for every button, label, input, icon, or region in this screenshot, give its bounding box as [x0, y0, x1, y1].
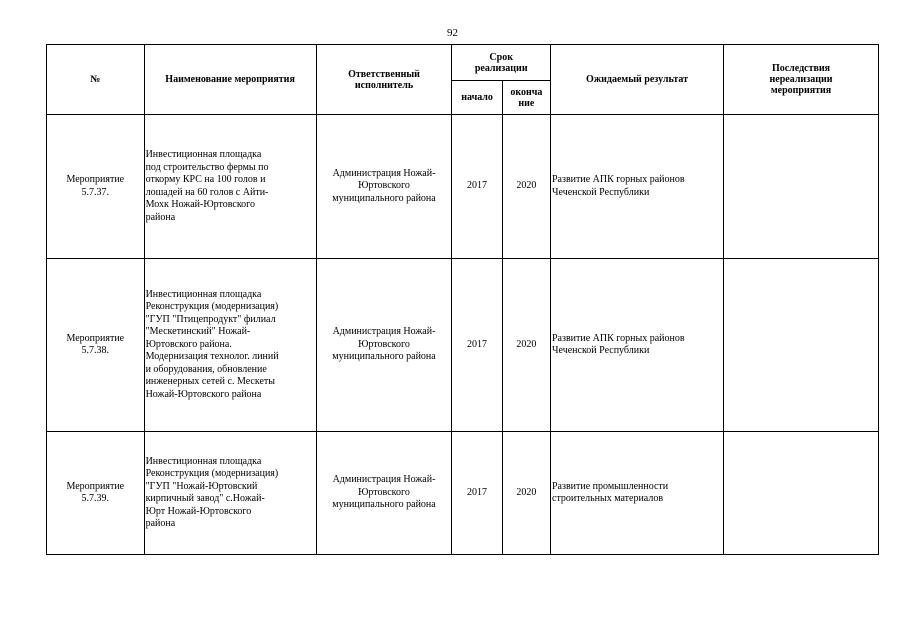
header-responsible [316, 45, 452, 115]
header-consequences-line: Последствия [771, 63, 831, 74]
table-row [47, 432, 879, 555]
measure-number-line: Мероприятие [66, 332, 125, 344]
measure-name-line: лошадей на 60 голов с Айти- [145, 186, 269, 198]
measure-result-line: Чеченской Республики [552, 345, 650, 356]
measure-responsible-line: Юртовского [358, 486, 410, 498]
header-end [502, 81, 550, 115]
measure-responsible-line: муниципального района [332, 499, 436, 511]
measure-start-year: 2017 [452, 259, 502, 432]
measure-name-line: инженерных сетей с. Мескеты [145, 376, 275, 388]
measure-result-line: строительных материалов [552, 493, 664, 504]
header-name-label: Наименование мероприятия [165, 74, 295, 85]
measure-consequences [724, 115, 879, 259]
header-responsible-line: Ответственный [348, 68, 420, 80]
measure-name-line: "ГУП "Птицепродукт" филиал [145, 313, 276, 325]
measure-name-line: Инвестиционная площадка [145, 149, 262, 160]
measure-start-year: 2017 [452, 432, 502, 555]
measure-name-line: района [145, 211, 176, 223]
measure-name [144, 432, 316, 555]
measure-name-line: Модернизация технолог. линий [145, 351, 279, 363]
measure-result [551, 259, 724, 432]
measure-name-line: кирпичный завод" с.Ножай- [145, 493, 265, 504]
measure-responsible-line: муниципального района [332, 351, 436, 363]
measure-name-line: района [145, 518, 176, 529]
measure-number-line: 5.7.37. [81, 186, 110, 198]
measure-name-line: Юрт Ножай-Юртовского [145, 505, 252, 517]
measure-result [551, 115, 724, 259]
measure-number-line: Мероприятие [66, 480, 125, 492]
header-term-line: Срок [489, 51, 513, 63]
measure-responsible [316, 115, 452, 259]
measure-name-line: и оборудования, обновление [145, 363, 267, 375]
measure-end-year: 2020 [502, 259, 550, 432]
header-term-line: реализации [474, 62, 528, 74]
measure-responsible-line: Администрация Ножай- [332, 474, 436, 486]
measure-name-line: Реконструкция (модернизация) [145, 468, 279, 479]
table-row [47, 259, 879, 432]
measure-start-year: 2017 [452, 115, 502, 259]
measure-name-line: "Мескетинский" Ножай- [145, 326, 251, 338]
measure-number [47, 259, 145, 432]
table-header-row [47, 45, 879, 81]
header-term [452, 45, 551, 81]
measure-name-line: "ГУП "Ножай-Юртовский [145, 480, 258, 492]
header-consequences-line: мероприятия [770, 85, 832, 96]
measure-responsible-line: Юртовского [358, 338, 410, 350]
measure-number-line: 5.7.39. [81, 493, 110, 504]
header-end-line: оконча [510, 86, 543, 98]
measure-responsible [316, 432, 452, 555]
measure-name-line: Инвестиционная площадка [145, 455, 262, 467]
measure-name-line: Реконструкция (модернизация) [145, 301, 279, 313]
measure-name [144, 259, 316, 432]
measure-responsible-line: Администрация Ножай- [332, 167, 436, 179]
header-responsible-line: исполнитель [354, 79, 414, 91]
header-consequences-line: нереализации [769, 74, 833, 85]
measure-responsible-line: муниципального района [332, 192, 436, 204]
header-result-label: Ожидаемый результат [585, 74, 689, 85]
measure-responsible-line: Юртовского [358, 180, 410, 192]
measure-name [144, 115, 316, 259]
measure-number [47, 115, 145, 259]
measure-result-line: Чеченской Республики [552, 186, 650, 198]
measure-name-line: Мохк Ножай-Юртовского [145, 199, 256, 210]
table-row [47, 115, 879, 259]
header-start [452, 81, 502, 115]
header-result [551, 45, 724, 115]
measure-name-line: под строительство фермы по [145, 161, 269, 173]
measure-number [47, 432, 145, 555]
measure-number-line: Мероприятие [66, 174, 125, 185]
header-number [47, 45, 145, 115]
measure-result-line: Развитие промышленности [552, 480, 669, 492]
measure-name-line: откорму КРС на 100 голов и [145, 174, 266, 185]
measure-consequences [724, 259, 879, 432]
header-start-label: начало [461, 92, 493, 103]
measure-result-line: Развитие АПК горных районов [552, 174, 685, 185]
measure-end-year: 2020 [502, 115, 550, 259]
measure-name-line: Ножай-Юртовского района [145, 388, 262, 400]
measure-responsible [316, 259, 452, 432]
measures-table [46, 44, 879, 555]
measure-result [551, 432, 724, 555]
measure-number-line: 5.7.38. [81, 345, 110, 356]
measure-result-line: Развитие АПК горных районов [552, 332, 685, 344]
header-number-label: № [90, 74, 101, 85]
header-end-line: ние [518, 97, 535, 109]
header-consequences [724, 45, 879, 115]
measure-end-year: 2020 [502, 432, 550, 555]
measure-name-line: Юртовского района. [145, 338, 232, 350]
page-number: 92 [447, 27, 458, 39]
header-name [144, 45, 316, 115]
measure-name-line: Инвестиционная площадка [145, 288, 262, 300]
measure-consequences [724, 432, 879, 555]
measure-responsible-line: Администрация Ножай- [332, 326, 436, 338]
